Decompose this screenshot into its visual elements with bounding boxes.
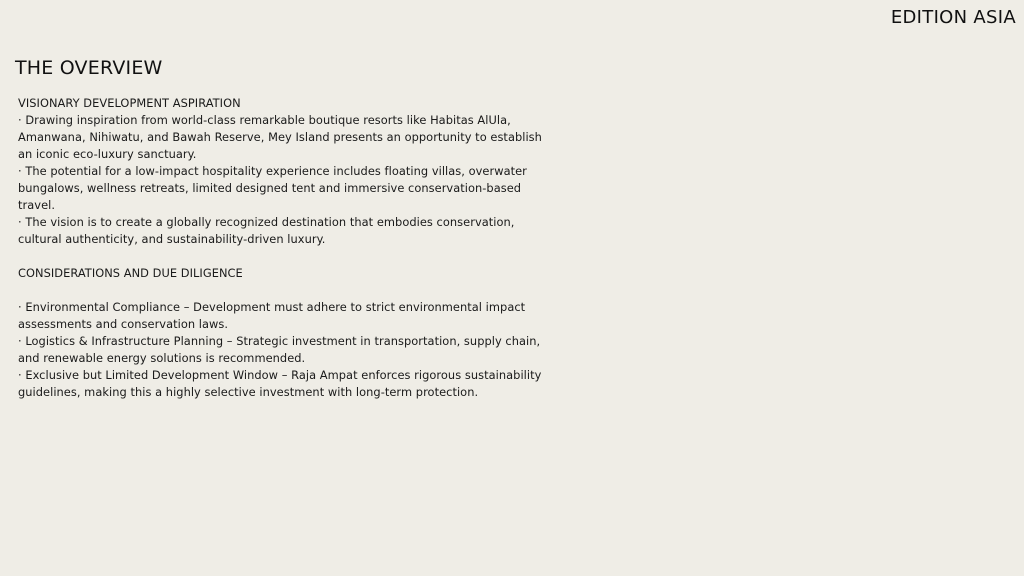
spacer (18, 282, 543, 299)
list-item: · Drawing inspiration from world-class remarkable boutique resorts like Habitas AlUla, Amanwana, Nihiwatu, and Bawah Reserve, Mey Island presents an opportunity to establish an iconic eco-luxury sanctuary. (18, 113, 542, 161)
list-item: · Environmental Compliance – Development must adhere to strict environmental impact assessments and conservation laws. (18, 300, 526, 331)
section-heading-visionary: VISIONARY DEVELOPMENT ASPIRATION (18, 96, 241, 110)
brand-logo-text: EDITION ASIA (890, 7, 1016, 28)
list-item: · The vision is to create a globally recognized destination that embodies conservation, cultural authenticity, and sustainability-driven luxury. (18, 215, 515, 246)
list-item: · Logistics & Infrastructure Planning – Strategic investment in transportation, supply chain, and renewable energy solutions is recommended. (18, 334, 541, 365)
list-item: · Exclusive but Limited Development Window – Raja Ampat enforces rigorous sustainability guidelines, making this a highly selective investment with long-term protection. (18, 368, 542, 399)
spacer (18, 248, 543, 265)
list-item: · The potential for a low-impact hospitality experience includes floating villas, overwater bungalows, wellness retreats, limited designed tent and immersive conservation-based travel. (18, 164, 527, 212)
page-title: THE OVERVIEW (15, 57, 163, 79)
section-heading-considerations: CONSIDERATIONS AND DUE DILIGENCE (18, 266, 243, 280)
overview-content (18, 95, 543, 401)
